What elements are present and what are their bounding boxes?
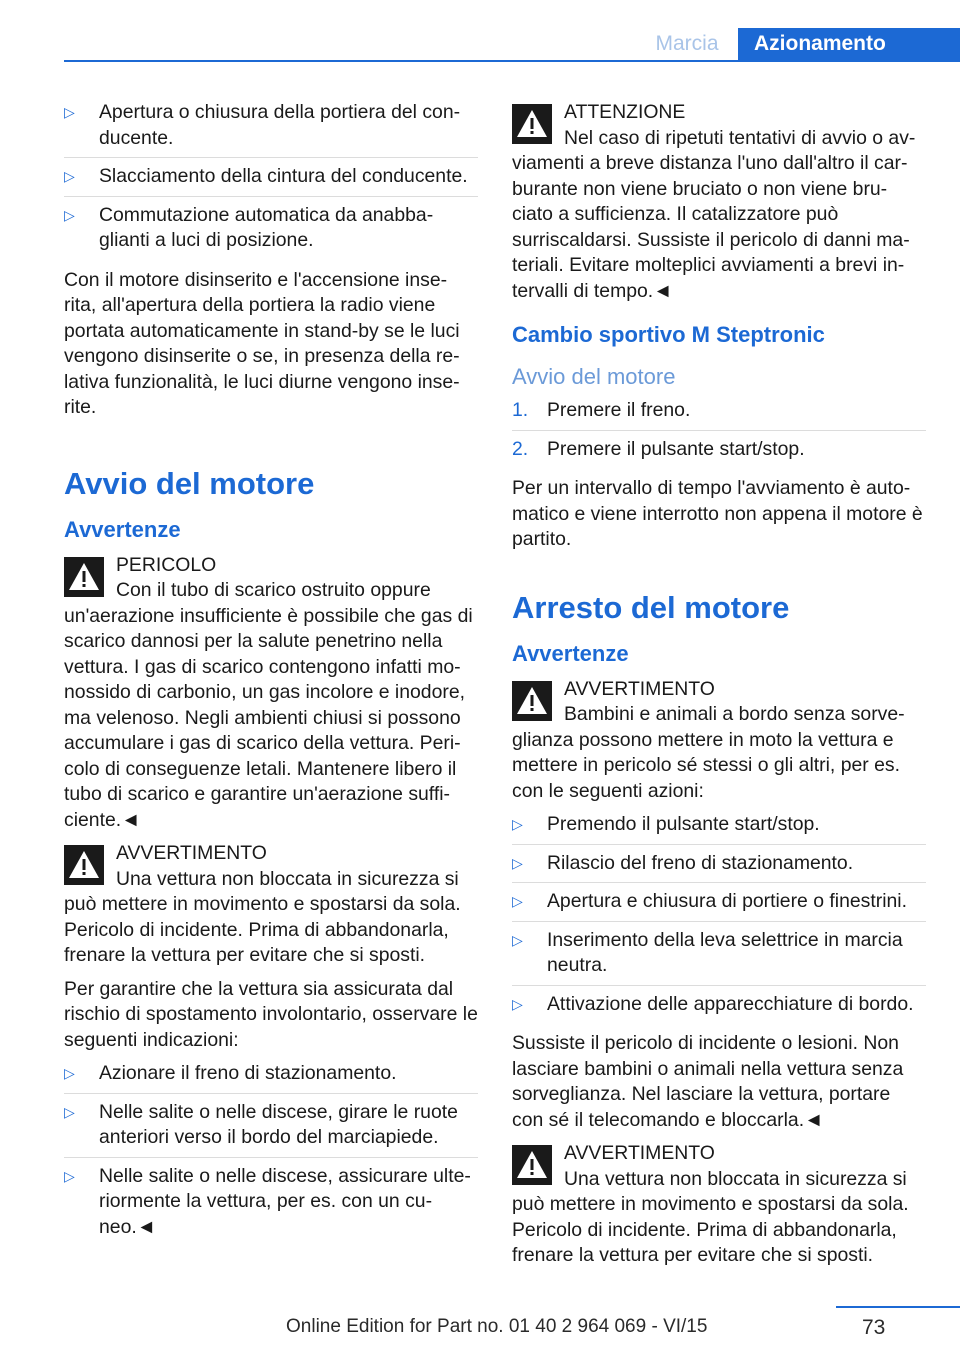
warning-avvertimento-2 (512, 1141, 926, 1269)
warning-text: Una vettura non bloccata in sicurezza si può mettere in movimento e spostarsi da sola. Pericolo di incidente. Prima di abbandonarla, frenare la vettura per evitare che si sposti. (64, 867, 461, 966)
bullet-list-azioni (512, 812, 926, 1023)
heading-avvertenze: Avvertenze (512, 640, 629, 666)
steps-list (512, 398, 926, 468)
list-item: ▷ Rilascio del freno di stazionamento. (512, 851, 926, 884)
heading-arresto-del-motore: Arresto del motore (512, 589, 790, 625)
list-item: ▷ Azionare il freno di stazionamento. (64, 1061, 478, 1094)
triangle-right-icon: ▷ (64, 1167, 75, 1184)
warning-title: AVVERTIMENTO (116, 842, 267, 864)
footer-rule (836, 1306, 960, 1308)
list-item: ▷ Premendo il pulsante start/stop. (512, 812, 926, 845)
warning-avvertimento (64, 841, 478, 969)
list-item: ▷ Apertura o chiusura della portiera del con-ducente. (64, 100, 478, 158)
list-item: ▷ Inserimento della leva selettrice in marcia neutra. (512, 928, 926, 986)
triangle-right-icon: ▷ (512, 893, 523, 909)
paragraph-indicazioni: Per garantire che la vettura sia assicurata dal rischio di spostamento involontario, osservare le seguenti indicazioni: (64, 977, 478, 1051)
warning-avvertimento-bambini (512, 677, 926, 805)
paragraph-pericolo-lesioni: Sussiste il pericolo di incidente o lesioni. Non lasciare bambini o animali nella vettura senza sorveglianza. Nel lasciare la vettura, portare con sé il telecomando e bloccarla.◄ (512, 1032, 904, 1131)
footer-edition: Online Edition for Part no. 01 40 2 964 069 - VI/15 (286, 1316, 708, 1337)
list-item: ▷ Slacciamento della cintura del conducente. (64, 164, 478, 197)
step-number: 1. (512, 399, 529, 421)
header-chapter-tab: Azionamento (738, 28, 960, 62)
triangle-right-icon: ▷ (64, 104, 75, 120)
warning-text: Con il tubo di scarico ostruito oppure un'aerazione insufficiente è possibile che gas di scarico dannosi per la salute penetrino nella vettura. I gas di scarico contengono infatti mo-nossido di carbonio, un gas incolore e inodore, ma velenoso. Negli ambienti chiusi si possono accumulare i gas di scarico della vettura. Peri-colo di conseguenze letali. Mantenere libero il tubo di scarico e garantire un'aerazione suffi-ciente.◄ (64, 579, 473, 831)
list-item: ▷ Attivazione delle apparecchiature di bordo. (512, 992, 926, 1024)
triangle-right-icon: ▷ (512, 854, 523, 871)
warning-triangle-icon (512, 104, 552, 144)
heading-cambio-sportivo: Cambio sportivo M Steptronic (512, 322, 825, 347)
step-number: 2. (512, 437, 529, 460)
triangle-right-icon: ▷ (64, 168, 75, 184)
list-item: 2. Premere il pulsante start/stop. (512, 437, 926, 469)
warning-triangle-icon (64, 557, 104, 597)
left-column (64, 100, 478, 1254)
list-item: ▷ Apertura e chiusura di portiere o finestrini. (512, 889, 926, 922)
list-item: ▷ Nelle salite o nelle discese, assicurare ulte-riormente la vettura, per es. con un cu-neo.◄ (64, 1164, 471, 1238)
heading-avvertenze: Avvertenze (64, 516, 181, 542)
warning-attenzione (512, 100, 926, 304)
paragraph-avviamento-automatico: Per un intervallo di tempo l'avviamento è auto-matico e viene interrotto non appena il motore è partito. (512, 477, 923, 550)
list-item: 1. Premere il freno. (512, 398, 926, 431)
triangle-right-icon: ▷ (64, 206, 75, 223)
heading-avvio-del-motore: Avvio del motore (64, 465, 315, 501)
right-column (512, 100, 926, 1277)
warning-text: Bambini e animali a bordo senza sorve-glianza possono mettere in moto la vettura e mettere in pericolo sé stessi o gli altri, per es. con le seguenti azioni: (512, 703, 905, 802)
warning-triangle-icon (512, 1145, 552, 1185)
warning-triangle-icon (512, 681, 552, 721)
paragraph-radio-standby: Con il motore disinserito e l'accensione inse-rita, all'apertura della portiera la radio viene portata automaticamente in stand-by se le luci vengono disinserite o se, in presenza della re-lativa funzionalità, le luci diurne vengono inse-rite. (64, 268, 460, 418)
list-item: ▷ Nelle salite o nelle discese, girare le ruote anteriori verso il bordo del marciapiede. (64, 1100, 478, 1158)
triangle-right-icon: ▷ (64, 1103, 75, 1120)
triangle-right-icon: ▷ (512, 931, 523, 948)
warning-title: AVVERTIMENTO (564, 1142, 715, 1164)
triangle-right-icon: ▷ (512, 816, 523, 832)
triangle-right-icon: ▷ (512, 995, 523, 1012)
subheading-avvio-del-motore: Avvio del motore (512, 364, 676, 389)
warning-text: Nel caso di ripetuti tentativi di avvio o av-viamenti a breve distanza l'uno dall'altro il car-burante non viene bruciato o non viene bru-ciato a sufficienza. Il catalizzatore può surriscaldarsi. Sussiste il pericolo di danni ma-teriali. Evitare molteplici avviamenti a brevi in-tervalli di tempo.◄ (512, 126, 916, 302)
triangle-right-icon: ▷ (64, 1065, 75, 1081)
header-section: Marcia (655, 32, 719, 55)
bullet-list-bottom (64, 1061, 478, 1246)
warning-triangle-icon (64, 845, 104, 885)
warning-title: AVVERTIMENTO (564, 677, 715, 700)
list-item: ▷ Commutazione automatica da anabba-glianti a luci di posizione. (64, 203, 434, 251)
bullet-list-top (64, 100, 478, 260)
warning-pericolo (64, 553, 478, 834)
page-number: 73 (862, 1316, 886, 1339)
warning-text: Una vettura non bloccata in sicurezza si può mettere in movimento e spostarsi da sola. Pericolo di incidente. Prima di abbandonarla, frenare la vettura per evitare che si sposti. (512, 1167, 909, 1266)
warning-title: PERICOLO (116, 553, 217, 576)
warning-title: ATTENZIONE (564, 101, 686, 123)
